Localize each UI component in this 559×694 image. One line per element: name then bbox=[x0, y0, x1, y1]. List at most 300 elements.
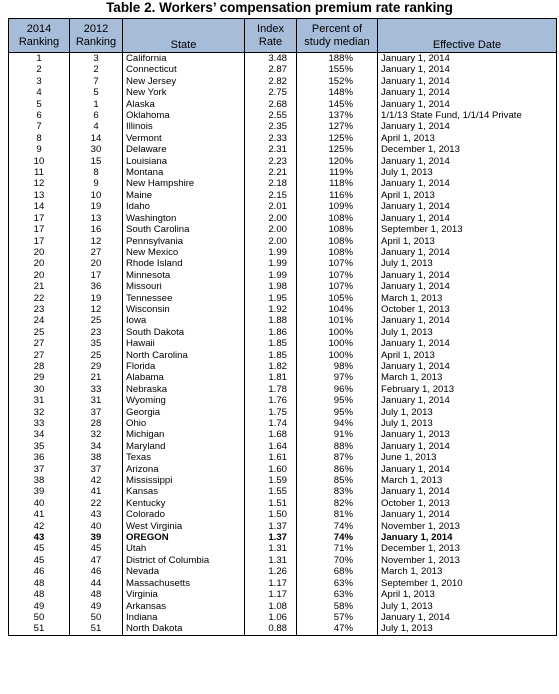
cell-state: Wyoming bbox=[123, 395, 245, 406]
cell-percent-median: 109% bbox=[297, 201, 378, 212]
cell-state: North Carolina bbox=[123, 350, 245, 361]
cell-rank-2012: 37 bbox=[70, 464, 123, 475]
table-row bbox=[9, 452, 557, 463]
cell-effective-date: January 1, 2014 bbox=[378, 464, 557, 475]
cell-rank-2012: 39 bbox=[70, 532, 123, 543]
cell-rank-2014: 6 bbox=[9, 110, 70, 121]
cell-index-rate: 1.74 bbox=[245, 418, 297, 429]
cell-rank-2014: 31 bbox=[9, 395, 70, 406]
cell-effective-date: January 1, 2014 bbox=[378, 509, 557, 520]
cell-rank-2014: 24 bbox=[9, 315, 70, 326]
cell-state: Rhode Island bbox=[123, 258, 245, 269]
cell-state: Washington bbox=[123, 213, 245, 224]
cell-rank-2014: 2 bbox=[9, 64, 70, 75]
cell-state: Virginia bbox=[123, 589, 245, 600]
cell-percent-median: 107% bbox=[297, 258, 378, 269]
table-row bbox=[9, 270, 557, 281]
cell-percent-median: 118% bbox=[297, 178, 378, 189]
cell-percent-median: 81% bbox=[297, 509, 378, 520]
cell-percent-median: 98% bbox=[297, 361, 378, 372]
cell-index-rate: 1.99 bbox=[245, 258, 297, 269]
cell-effective-date: July 1, 2013 bbox=[378, 601, 557, 612]
cell-percent-median: 127% bbox=[297, 121, 378, 132]
cell-rank-2014: 27 bbox=[9, 350, 70, 361]
cell-percent-median: 85% bbox=[297, 475, 378, 486]
cell-index-rate: 1.99 bbox=[245, 247, 297, 258]
cell-rank-2012: 47 bbox=[70, 555, 123, 566]
cell-effective-date: December 1, 2013 bbox=[378, 543, 557, 554]
cell-rank-2012: 42 bbox=[70, 475, 123, 486]
table-row bbox=[9, 384, 557, 395]
cell-percent-median: 152% bbox=[297, 76, 378, 87]
cell-index-rate: 1.37 bbox=[245, 532, 297, 543]
cell-rank-2014: 3 bbox=[9, 76, 70, 87]
cell-rank-2014: 48 bbox=[9, 589, 70, 600]
table-row bbox=[9, 623, 557, 635]
cell-index-rate: 1.26 bbox=[245, 566, 297, 577]
cell-rank-2012: 19 bbox=[70, 293, 123, 304]
cell-state: OREGON bbox=[123, 532, 245, 543]
cell-index-rate: 1.76 bbox=[245, 395, 297, 406]
header-index-rate: Index Rate bbox=[245, 19, 297, 53]
cell-percent-median: 137% bbox=[297, 110, 378, 121]
cell-percent-median: 108% bbox=[297, 224, 378, 235]
cell-index-rate: 1.50 bbox=[245, 509, 297, 520]
cell-percent-median: 120% bbox=[297, 156, 378, 167]
table-row bbox=[9, 87, 557, 98]
cell-percent-median: 97% bbox=[297, 372, 378, 383]
cell-rank-2014: 39 bbox=[9, 486, 70, 497]
cell-rank-2014: 29 bbox=[9, 372, 70, 383]
cell-index-rate: 1.55 bbox=[245, 486, 297, 497]
cell-index-rate: 1.81 bbox=[245, 372, 297, 383]
cell-rank-2012: 3 bbox=[70, 53, 123, 65]
cell-state: Nevada bbox=[123, 566, 245, 577]
cell-state: Nebraska bbox=[123, 384, 245, 395]
cell-index-rate: 2.00 bbox=[245, 224, 297, 235]
cell-rank-2012: 46 bbox=[70, 566, 123, 577]
cell-percent-median: 116% bbox=[297, 190, 378, 201]
table-row bbox=[9, 281, 557, 292]
cell-percent-median: 74% bbox=[297, 521, 378, 532]
cell-rank-2012: 25 bbox=[70, 315, 123, 326]
cell-index-rate: 2.18 bbox=[245, 178, 297, 189]
cell-effective-date: July 1, 2013 bbox=[378, 167, 557, 178]
cell-rank-2012: 41 bbox=[70, 486, 123, 497]
cell-effective-date: July 1, 2013 bbox=[378, 327, 557, 338]
table-row bbox=[9, 612, 557, 623]
cell-state: New Jersey bbox=[123, 76, 245, 87]
table-row bbox=[9, 156, 557, 167]
cell-state: Hawaii bbox=[123, 338, 245, 349]
cell-state: Texas bbox=[123, 452, 245, 463]
cell-percent-median: 57% bbox=[297, 612, 378, 623]
cell-state: South Carolina bbox=[123, 224, 245, 235]
cell-rank-2012: 19 bbox=[70, 201, 123, 212]
cell-index-rate: 1.64 bbox=[245, 441, 297, 452]
table-row bbox=[9, 464, 557, 475]
cell-percent-median: 105% bbox=[297, 293, 378, 304]
cell-index-rate: 1.99 bbox=[245, 270, 297, 281]
cell-state: Utah bbox=[123, 543, 245, 554]
cell-effective-date: November 1, 2013 bbox=[378, 555, 557, 566]
cell-rank-2012: 49 bbox=[70, 601, 123, 612]
cell-effective-date: January 1, 2014 bbox=[378, 486, 557, 497]
cell-index-rate: 1.78 bbox=[245, 384, 297, 395]
cell-rank-2014: 43 bbox=[9, 532, 70, 543]
cell-rank-2014: 37 bbox=[9, 464, 70, 475]
table-row bbox=[9, 304, 557, 315]
cell-percent-median: 108% bbox=[297, 213, 378, 224]
cell-effective-date: January 1, 2014 bbox=[378, 178, 557, 189]
cell-index-rate: 1.31 bbox=[245, 543, 297, 554]
cell-rank-2014: 13 bbox=[9, 190, 70, 201]
cell-state: Delaware bbox=[123, 144, 245, 155]
cell-effective-date: March 1, 2013 bbox=[378, 566, 557, 577]
cell-effective-date: January 1, 2014 bbox=[378, 99, 557, 110]
cell-index-rate: 2.15 bbox=[245, 190, 297, 201]
cell-rank-2012: 10 bbox=[70, 190, 123, 201]
cell-rank-2012: 44 bbox=[70, 578, 123, 589]
cell-state: Georgia bbox=[123, 407, 245, 418]
cell-state: Vermont bbox=[123, 133, 245, 144]
cell-effective-date: January 1, 2014 bbox=[378, 156, 557, 167]
table-row bbox=[9, 589, 557, 600]
table-row bbox=[9, 213, 557, 224]
table-row bbox=[9, 99, 557, 110]
cell-rank-2014: 30 bbox=[9, 384, 70, 395]
cell-effective-date: January 1, 2014 bbox=[378, 201, 557, 212]
cell-rank-2014: 41 bbox=[9, 509, 70, 520]
cell-rank-2012: 7 bbox=[70, 76, 123, 87]
cell-index-rate: 1.37 bbox=[245, 521, 297, 532]
cell-effective-date: January 1, 2014 bbox=[378, 532, 557, 543]
table-row bbox=[9, 236, 557, 247]
cell-rank-2014: 1 bbox=[9, 53, 70, 65]
cell-index-rate: 1.06 bbox=[245, 612, 297, 623]
cell-effective-date: January 1, 2014 bbox=[378, 281, 557, 292]
cell-index-rate: 1.51 bbox=[245, 498, 297, 509]
cell-rank-2014: 45 bbox=[9, 555, 70, 566]
cell-rank-2012: 6 bbox=[70, 110, 123, 121]
cell-index-rate: 2.82 bbox=[245, 76, 297, 87]
cell-percent-median: 145% bbox=[297, 99, 378, 110]
cell-rank-2014: 42 bbox=[9, 521, 70, 532]
table-body bbox=[9, 53, 557, 636]
cell-state: New York bbox=[123, 87, 245, 98]
cell-rank-2012: 28 bbox=[70, 418, 123, 429]
cell-index-rate: 1.85 bbox=[245, 350, 297, 361]
cell-effective-date: July 1, 2013 bbox=[378, 407, 557, 418]
cell-rank-2014: 45 bbox=[9, 543, 70, 554]
table-row bbox=[9, 76, 557, 87]
cell-rank-2014: 5 bbox=[9, 99, 70, 110]
cell-effective-date: January 1, 2014 bbox=[378, 441, 557, 452]
cell-rank-2014: 51 bbox=[9, 623, 70, 635]
table-row bbox=[9, 441, 557, 452]
cell-index-rate: 2.00 bbox=[245, 213, 297, 224]
cell-effective-date: July 1, 2013 bbox=[378, 623, 557, 635]
cell-percent-median: 107% bbox=[297, 281, 378, 292]
cell-rank-2014: 21 bbox=[9, 281, 70, 292]
cell-effective-date: January 1, 2014 bbox=[378, 315, 557, 326]
cell-state: Kansas bbox=[123, 486, 245, 497]
cell-state: Arizona bbox=[123, 464, 245, 475]
cell-rank-2014: 17 bbox=[9, 236, 70, 247]
cell-percent-median: 95% bbox=[297, 407, 378, 418]
cell-state: North Dakota bbox=[123, 623, 245, 635]
cell-percent-median: 68% bbox=[297, 566, 378, 577]
cell-percent-median: 70% bbox=[297, 555, 378, 566]
table-row bbox=[9, 521, 557, 532]
cell-state: Idaho bbox=[123, 201, 245, 212]
table-row bbox=[9, 315, 557, 326]
cell-percent-median: 71% bbox=[297, 543, 378, 554]
cell-state: New Mexico bbox=[123, 247, 245, 258]
cell-effective-date: March 1, 2013 bbox=[378, 475, 557, 486]
cell-index-rate: 1.61 bbox=[245, 452, 297, 463]
cell-index-rate: 2.35 bbox=[245, 121, 297, 132]
table-row bbox=[9, 601, 557, 612]
cell-percent-median: 87% bbox=[297, 452, 378, 463]
cell-rank-2014: 14 bbox=[9, 201, 70, 212]
table-row bbox=[9, 350, 557, 361]
cell-percent-median: 125% bbox=[297, 144, 378, 155]
cell-percent-median: 63% bbox=[297, 578, 378, 589]
cell-rank-2012: 27 bbox=[70, 247, 123, 258]
cell-index-rate: 2.01 bbox=[245, 201, 297, 212]
cell-percent-median: 47% bbox=[297, 623, 378, 635]
cell-index-rate: 1.59 bbox=[245, 475, 297, 486]
cell-percent-median: 148% bbox=[297, 87, 378, 98]
cell-percent-median: 155% bbox=[297, 64, 378, 75]
cell-index-rate: 2.55 bbox=[245, 110, 297, 121]
cell-percent-median: 74% bbox=[297, 532, 378, 543]
cell-rank-2012: 2 bbox=[70, 64, 123, 75]
cell-percent-median: 108% bbox=[297, 236, 378, 247]
cell-rank-2012: 22 bbox=[70, 498, 123, 509]
cell-rank-2012: 25 bbox=[70, 350, 123, 361]
cell-index-rate: 1.17 bbox=[245, 578, 297, 589]
cell-rank-2014: 23 bbox=[9, 304, 70, 315]
cell-rank-2012: 31 bbox=[70, 395, 123, 406]
cell-percent-median: 94% bbox=[297, 418, 378, 429]
cell-percent-median: 107% bbox=[297, 270, 378, 281]
table-row bbox=[9, 578, 557, 589]
cell-effective-date: January 1, 2014 bbox=[378, 87, 557, 98]
cell-rank-2014: 11 bbox=[9, 167, 70, 178]
cell-rank-2012: 12 bbox=[70, 236, 123, 247]
table-row bbox=[9, 327, 557, 338]
cell-effective-date: 1/1/13 State Fund, 1/1/14 Private bbox=[378, 110, 557, 121]
cell-rank-2012: 20 bbox=[70, 258, 123, 269]
cell-rank-2014: 49 bbox=[9, 601, 70, 612]
cell-percent-median: 108% bbox=[297, 247, 378, 258]
table-row bbox=[9, 110, 557, 121]
cell-rank-2014: 12 bbox=[9, 178, 70, 189]
cell-state: South Dakota bbox=[123, 327, 245, 338]
cell-effective-date: January 1, 2014 bbox=[378, 395, 557, 406]
cell-rank-2012: 45 bbox=[70, 543, 123, 554]
cell-percent-median: 100% bbox=[297, 338, 378, 349]
cell-rank-2012: 16 bbox=[70, 224, 123, 235]
cell-index-rate: 1.95 bbox=[245, 293, 297, 304]
cell-effective-date: April 1, 2013 bbox=[378, 589, 557, 600]
cell-rank-2012: 17 bbox=[70, 270, 123, 281]
cell-state: Michigan bbox=[123, 429, 245, 440]
cell-rank-2014: 32 bbox=[9, 407, 70, 418]
cell-percent-median: 100% bbox=[297, 350, 378, 361]
table-row bbox=[9, 509, 557, 520]
cell-percent-median: 82% bbox=[297, 498, 378, 509]
cell-rank-2014: 20 bbox=[9, 270, 70, 281]
cell-effective-date: September 1, 2013 bbox=[378, 224, 557, 235]
cell-percent-median: 88% bbox=[297, 441, 378, 452]
premium-rate-table bbox=[8, 18, 557, 636]
cell-index-rate: 2.21 bbox=[245, 167, 297, 178]
cell-effective-date: October 1, 2013 bbox=[378, 498, 557, 509]
cell-effective-date: January 1, 2014 bbox=[378, 53, 557, 65]
cell-percent-median: 101% bbox=[297, 315, 378, 326]
cell-rank-2012: 32 bbox=[70, 429, 123, 440]
cell-state: New Hampshire bbox=[123, 178, 245, 189]
cell-state: Colorado bbox=[123, 509, 245, 520]
table-row bbox=[9, 486, 557, 497]
cell-state: Tennessee bbox=[123, 293, 245, 304]
cell-rank-2014: 27 bbox=[9, 338, 70, 349]
cell-state: Wisconsin bbox=[123, 304, 245, 315]
table-row bbox=[9, 53, 557, 65]
cell-index-rate: 3.48 bbox=[245, 53, 297, 65]
cell-rank-2012: 35 bbox=[70, 338, 123, 349]
table-row bbox=[9, 372, 557, 383]
cell-state: Illinois bbox=[123, 121, 245, 132]
cell-index-rate: 2.68 bbox=[245, 99, 297, 110]
table-row bbox=[9, 543, 557, 554]
table-row bbox=[9, 144, 557, 155]
cell-rank-2014: 50 bbox=[9, 612, 70, 623]
cell-percent-median: 104% bbox=[297, 304, 378, 315]
table-row bbox=[9, 247, 557, 258]
cell-index-rate: 1.88 bbox=[245, 315, 297, 326]
table-row bbox=[9, 258, 557, 269]
cell-effective-date: July 1, 2013 bbox=[378, 418, 557, 429]
cell-state: Missouri bbox=[123, 281, 245, 292]
cell-state: Pennsylvania bbox=[123, 236, 245, 247]
cell-effective-date: July 1, 2013 bbox=[378, 258, 557, 269]
cell-state: Maine bbox=[123, 190, 245, 201]
cell-effective-date: June 1, 2013 bbox=[378, 452, 557, 463]
cell-rank-2014: 10 bbox=[9, 156, 70, 167]
cell-rank-2014: 22 bbox=[9, 293, 70, 304]
cell-state: Louisiana bbox=[123, 156, 245, 167]
cell-effective-date: March 1, 2013 bbox=[378, 372, 557, 383]
cell-rank-2012: 9 bbox=[70, 178, 123, 189]
cell-rank-2012: 29 bbox=[70, 361, 123, 372]
cell-rank-2014: 38 bbox=[9, 475, 70, 486]
cell-state: Ohio bbox=[123, 418, 245, 429]
cell-rank-2014: 20 bbox=[9, 258, 70, 269]
cell-effective-date: February 1, 2013 bbox=[378, 384, 557, 395]
cell-effective-date: March 1, 2013 bbox=[378, 293, 557, 304]
table-title: Table 2. Workers’ compensation premium rate ranking bbox=[106, 0, 453, 15]
cell-rank-2012: 23 bbox=[70, 327, 123, 338]
table-row bbox=[9, 121, 557, 132]
cell-rank-2014: 48 bbox=[9, 578, 70, 589]
header-effective-date: Effective Date bbox=[378, 19, 557, 53]
cell-index-rate: 2.31 bbox=[245, 144, 297, 155]
cell-index-rate: 1.08 bbox=[245, 601, 297, 612]
cell-rank-2012: 37 bbox=[70, 407, 123, 418]
cell-index-rate: 1.98 bbox=[245, 281, 297, 292]
cell-rank-2012: 15 bbox=[70, 156, 123, 167]
table-row bbox=[9, 407, 557, 418]
cell-rank-2012: 8 bbox=[70, 167, 123, 178]
cell-effective-date: January 1, 2014 bbox=[378, 121, 557, 132]
cell-index-rate: 1.82 bbox=[245, 361, 297, 372]
cell-effective-date: January 1, 2014 bbox=[378, 213, 557, 224]
cell-rank-2014: 33 bbox=[9, 418, 70, 429]
cell-rank-2012: 21 bbox=[70, 372, 123, 383]
cell-effective-date: January 1, 2014 bbox=[378, 361, 557, 372]
header-state: State bbox=[123, 19, 245, 53]
cell-state: Mississippi bbox=[123, 475, 245, 486]
table-row bbox=[9, 178, 557, 189]
cell-percent-median: 100% bbox=[297, 327, 378, 338]
cell-rank-2012: 50 bbox=[70, 612, 123, 623]
cell-percent-median: 63% bbox=[297, 589, 378, 600]
cell-rank-2012: 51 bbox=[70, 623, 123, 635]
header-2014-ranking: 2014 Ranking bbox=[9, 19, 70, 53]
cell-rank-2012: 4 bbox=[70, 121, 123, 132]
table-row bbox=[9, 224, 557, 235]
cell-state: District of Columbia bbox=[123, 555, 245, 566]
cell-percent-median: 188% bbox=[297, 53, 378, 65]
cell-state: West Virginia bbox=[123, 521, 245, 532]
cell-rank-2012: 30 bbox=[70, 144, 123, 155]
table-row bbox=[9, 167, 557, 178]
cell-state: Oklahoma bbox=[123, 110, 245, 121]
cell-index-rate: 1.85 bbox=[245, 338, 297, 349]
table-row bbox=[9, 566, 557, 577]
cell-effective-date: October 1, 2013 bbox=[378, 304, 557, 315]
cell-rank-2012: 33 bbox=[70, 384, 123, 395]
cell-state: Indiana bbox=[123, 612, 245, 623]
table-row bbox=[9, 190, 557, 201]
cell-percent-median: 86% bbox=[297, 464, 378, 475]
cell-state: Massachusetts bbox=[123, 578, 245, 589]
cell-index-rate: 1.31 bbox=[245, 555, 297, 566]
cell-effective-date: April 1, 2013 bbox=[378, 350, 557, 361]
cell-percent-median: 58% bbox=[297, 601, 378, 612]
table-row bbox=[9, 64, 557, 75]
cell-rank-2014: 35 bbox=[9, 441, 70, 452]
cell-index-rate: 2.00 bbox=[245, 236, 297, 247]
cell-effective-date: April 1, 2013 bbox=[378, 190, 557, 201]
cell-rank-2014: 17 bbox=[9, 213, 70, 224]
cell-rank-2012: 34 bbox=[70, 441, 123, 452]
header-2012-ranking: 2012 Ranking bbox=[70, 19, 123, 53]
table-row bbox=[9, 293, 557, 304]
cell-effective-date: April 1, 2013 bbox=[378, 236, 557, 247]
cell-state: Iowa bbox=[123, 315, 245, 326]
cell-effective-date: January 1, 2014 bbox=[378, 64, 557, 75]
cell-rank-2014: 7 bbox=[9, 121, 70, 132]
cell-index-rate: 1.86 bbox=[245, 327, 297, 338]
cell-rank-2014: 36 bbox=[9, 452, 70, 463]
cell-index-rate: 1.92 bbox=[245, 304, 297, 315]
cell-rank-2014: 9 bbox=[9, 144, 70, 155]
